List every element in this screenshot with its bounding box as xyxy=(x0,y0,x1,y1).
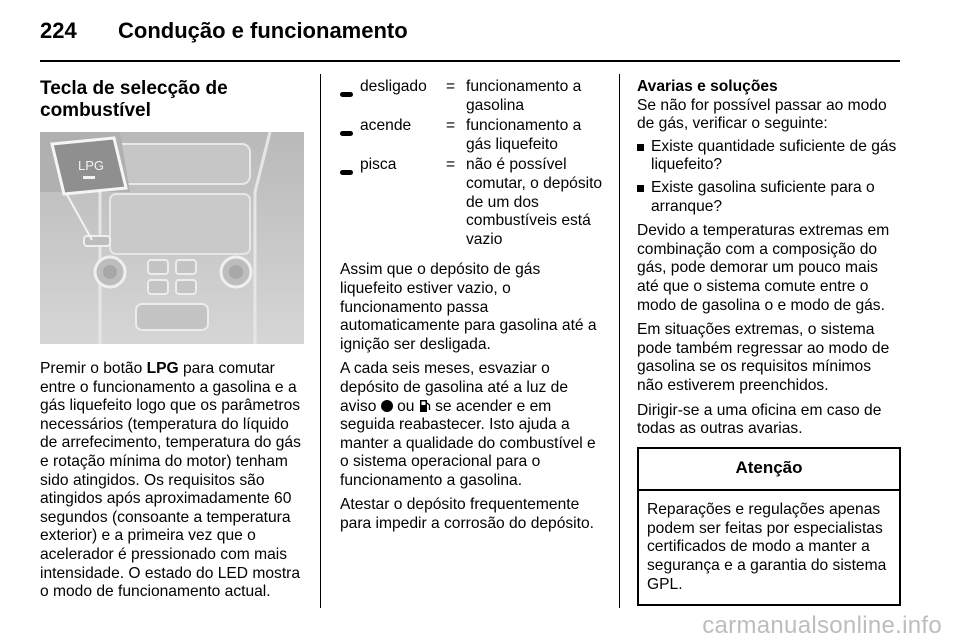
fuel-pump-icon xyxy=(419,399,431,413)
led-state-row: pisca = não é possível comutar, o depósito de um dos combustíveis está vazio xyxy=(340,156,606,249)
refuel-paragraph: Atestar o depósito frequentemente para impedir a corrosão do depósito. xyxy=(340,496,594,533)
warning-box xyxy=(637,447,901,607)
lpg-keyword: LPG xyxy=(146,360,179,377)
temperature-paragraph: Devido a temperaturas extremas em combinação com a composição do gás, pode demorar um pouco mais até que o sistema comute entre o modo de gasolina o e modo de gás. xyxy=(637,222,890,314)
troubleshooting-heading: Avarias e soluções xyxy=(637,78,778,95)
column-3 xyxy=(637,74,901,606)
column-divider xyxy=(619,74,620,608)
maintenance-paragraph: A cada seis meses, esvaziar o depósito de gasolina até a luz de aviso ou se acender e em seguida reabastecer. Isto ajuda a manter a qualidade do combustível e o sistema operacional para o funcionamento a gasolina. xyxy=(340,360,596,489)
check-item: Existe gasolina suficiente para o arranque? xyxy=(637,179,901,216)
check-list xyxy=(637,138,901,216)
check-item: Existe quantidade suficiente de gás liquefeito? xyxy=(637,138,901,175)
led-icon xyxy=(340,117,360,142)
column-divider xyxy=(320,74,321,608)
warning-title: Atenção xyxy=(639,449,899,492)
warning-light-icon xyxy=(381,400,393,412)
led-state-table xyxy=(340,78,606,249)
led-state-row: acende = funcionamento a gás liquefeito xyxy=(340,117,606,154)
header-rule xyxy=(40,60,900,62)
lpg-button-label: LPG xyxy=(78,158,105,173)
warning-body: Reparações e regulações apenas podem ser feitas por especialistas certificados de modo a manter a segurança e a garantia do sistema GPL. xyxy=(647,501,887,593)
section-title xyxy=(40,78,306,122)
workshop-paragraph: Dirigir-se a uma oficina em caso de todas as outras avarias. xyxy=(637,401,882,438)
chapter-title: Condução e funcionamento xyxy=(118,18,408,43)
watermark: carmanualsonline.info xyxy=(702,612,942,639)
extreme-situation-paragraph: Em situações extremas, o sistema pode também regressar ao modo de gasolina se os requisitos mínimos não estiverem preenchidos. xyxy=(637,321,890,394)
led-icon xyxy=(340,78,360,103)
column-2 xyxy=(340,74,606,540)
section-title-line2: combustível xyxy=(40,100,151,121)
dashboard-illustration xyxy=(40,132,304,344)
troubleshooting-intro: Se não for possível passar ao modo de gás, verificar o seguinte: xyxy=(637,96,887,133)
led-state-row: desligado = funcionamento a gasolina xyxy=(340,78,606,115)
section-title-line1: Tecla de selecção de xyxy=(40,78,228,99)
column-1 xyxy=(40,74,306,608)
page-number: 224 xyxy=(40,18,77,43)
dashboard-photo xyxy=(40,132,304,344)
lpg-description: Premir o botão LPG para comutar entre o funcionamento a gasolina e a gás liquefeito logo que os parâmetros necessários (temperatura do líquido de arrefecimento, temperatura do gás e rotação mínima do motor) tenham sido atingidos. Os requisitos são atingidos após aproximadamente 60 segundos (consoante a temperatura exterior) e a primeira vez que o acelerador é pressionado com mais intensidade. O estado do LED mostra o modo de funcionamento actual. xyxy=(40,360,301,601)
page-header xyxy=(40,14,900,48)
led-icon xyxy=(340,156,360,181)
empty-tank-paragraph: Assim que o depósito de gás liquefeito estiver vazio, o funcionamento passa automaticamente para gasolina até a ignição ser desligada. xyxy=(340,261,597,353)
